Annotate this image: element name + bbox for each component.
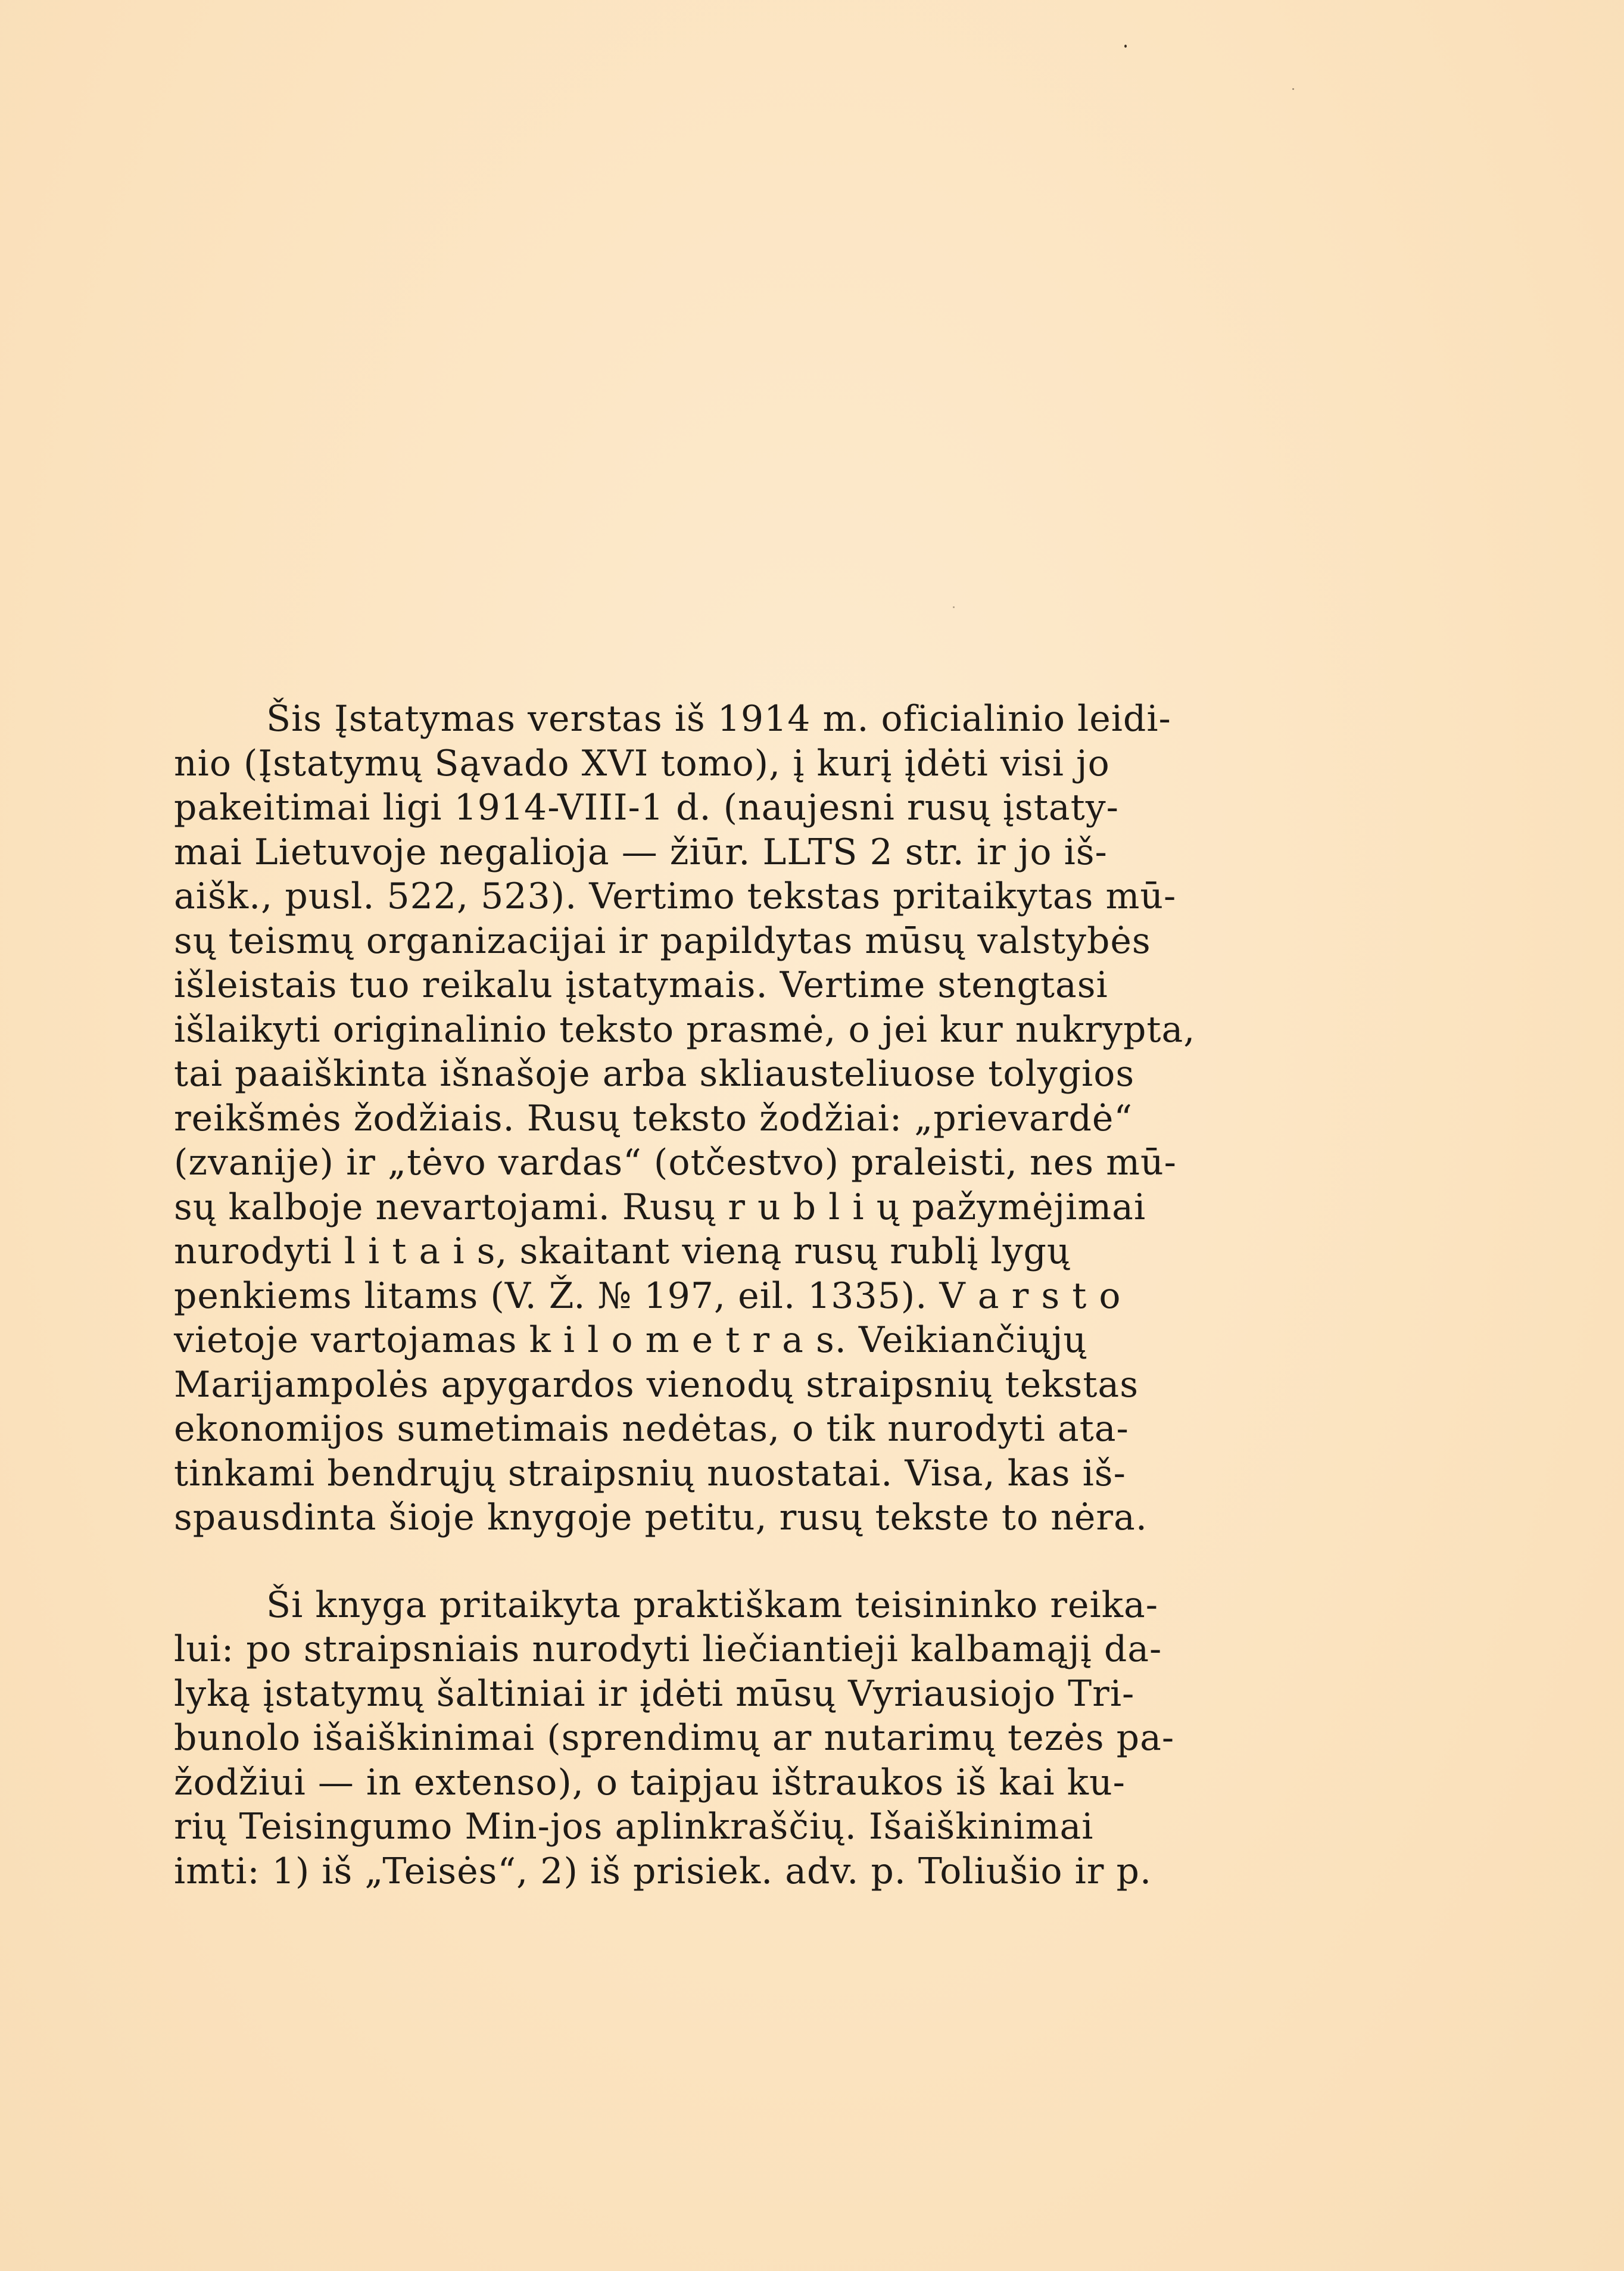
text-line: reikšmės žodžiais. Rusų teksto žodžiai: „prievardė“ (174, 1097, 1133, 1139)
paragraph-spacer (174, 1540, 1454, 1583)
paper-speck (953, 606, 955, 608)
text-line: aišk., pusl. 522, 523). Vertimo tekstas pritaikytas mū- (174, 876, 1177, 917)
text-line: nurodyti l i t a i s, skaitant vieną rusų rublį lygų (174, 1230, 1071, 1272)
text-line: nio (Įstatymų Sąvado XVI tomo), į kurį įdėti visi jo (174, 742, 1110, 784)
text-line: žodžiui — in extenso), o taipjau ištraukos iš kai ku- (174, 1761, 1126, 1803)
paragraph-translation-notes (174, 697, 1454, 1540)
text-line: ekonomijos sumetimais nedėtas, o tik nurodyti ata- (174, 1408, 1129, 1450)
text-line: rių Teisingumo Min-jos aplinkraščių. Išaiškinimai (174, 1806, 1094, 1848)
text-line: tai paaiškinta išnašoje arba skliausteliuose tolygios (174, 1053, 1135, 1095)
text-line: Šis Įstatymas verstas iš 1914 m. oficialinio leidi- (266, 698, 1171, 740)
text-line: išlaikyti originalinio teksto prasmė, o jei kur nukrypta, (174, 1008, 1196, 1051)
text-line: bunolo išaiškinimai (sprendimų ar nutarimų tezės pa- (174, 1717, 1175, 1759)
text-line: penkiems litams (V. Ž. № 197, eil. 1335). V a r s t o (174, 1275, 1121, 1317)
text-line: sų kalboje nevartojami. Rusų r u b l i ų pažymėjimai (174, 1186, 1146, 1228)
paragraph-book-purpose (174, 1583, 1454, 1894)
text-line: išleistais tuo reikalu įstatymais. Vertime stengtasi (174, 964, 1108, 1006)
text-line: vietoje vartojamas k i l o m e t r a s. Veikiančiųjų (174, 1319, 1087, 1361)
paper-speck (1292, 88, 1294, 90)
text-line: sų teismų organizacijai ir papildytas mūsų valstybės (174, 920, 1151, 962)
text-line: lyką įstatymų šaltiniai ir įdėti mūsų Vyriausiojo Tri- (174, 1672, 1135, 1715)
document-page (174, 697, 1454, 1893)
text-line: Ši knyga pritaikyta praktiškam teisininko reika- (266, 1584, 1159, 1626)
text-line: spausdinta šioje knygoje petitu, rusų tekste to nėra. (174, 1497, 1148, 1538)
text-line: Marijampolės apygardos vienodų straipsnių tekstas (174, 1363, 1139, 1406)
text-line: tinkami bendrųjų straipsnių nuostatai. Visa, kas iš- (174, 1452, 1126, 1494)
text-line: mai Lietuvoje negalioja — žiūr. LLTS 2 str. ir jo iš- (174, 831, 1108, 873)
text-line: pakeitimai ligi 1914-VIII-1 d. (naujesni rusų įstaty- (174, 787, 1119, 828)
text-line: lui: po straipsniais nurodyti liečiantieji kalbamąjį da- (174, 1628, 1162, 1670)
text-line: (zvanije) ir „tėvo vardas“ (otčestvo) praleisti, nes mū- (174, 1142, 1177, 1183)
text-line: imti: 1) iš „Teisės“, 2) iš prisiek. adv. p. Toliušio ir p. (174, 1850, 1152, 1892)
paper-speck (1124, 45, 1127, 48)
